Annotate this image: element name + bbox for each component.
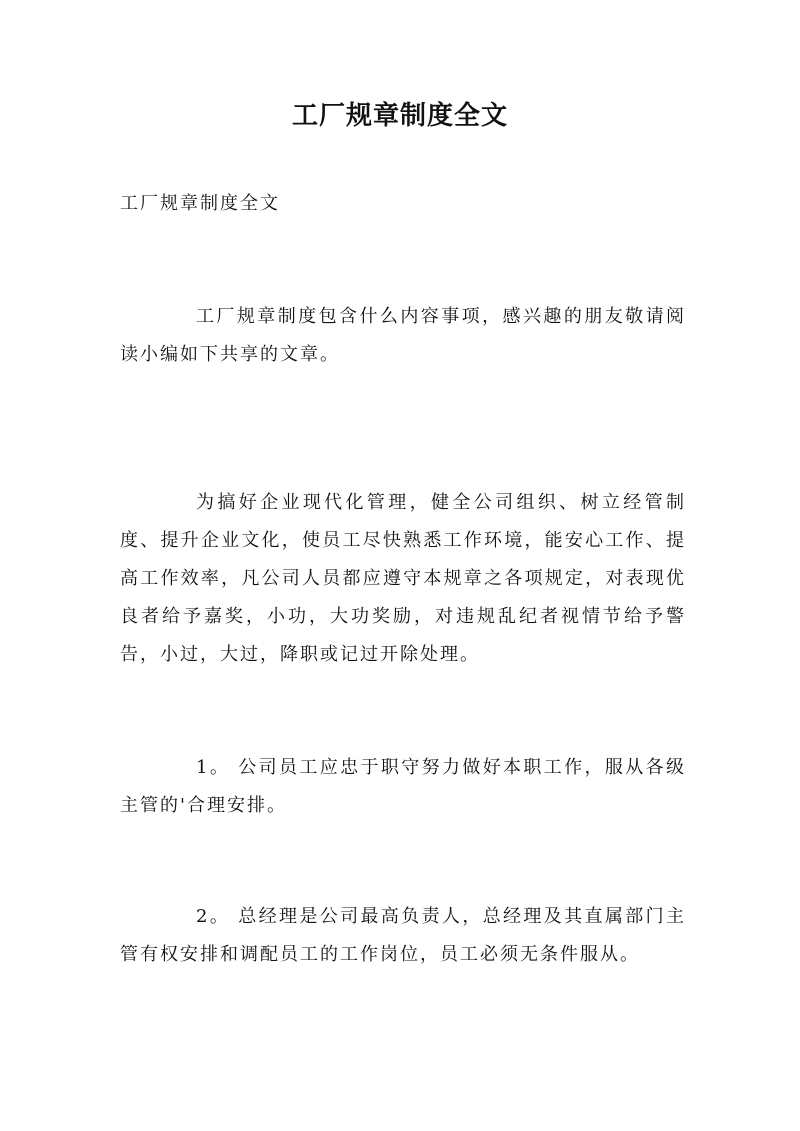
- document-title: 工厂规章制度全文: [291, 101, 508, 131]
- rule-2-paragraph: 2。 总经理是公司最高负责人，总经理及其直属部门主管有权安排和调配员工的工作岗位，员工必须无条件服从。: [120, 906, 686, 965]
- rule-1-paragraph: 1。 公司员工应忠于职守努力做好本职工作，服从各级主管的'合理安排。: [120, 757, 686, 816]
- intro-paragraph: 工厂规章制度包含什么内容事项，感兴趣的朋友敬请阅读小编如下共享的文章。: [120, 306, 686, 365]
- document-subtitle: 工厂规章制度全文: [120, 193, 280, 214]
- purpose-paragraph: 为搞好企业现代化管理，健全公司组织、树立经管制度、提升企业文化，使员工尽快熟悉工作环境，能安心工作、提高工作效率，凡公司人员都应遵守本规章之各项规定，对表现优良者给予嘉奖，小功，大功奖励，对违规乱纪者视情节给予警告，小过，大过，降职或记过开除处理。: [120, 492, 686, 665]
